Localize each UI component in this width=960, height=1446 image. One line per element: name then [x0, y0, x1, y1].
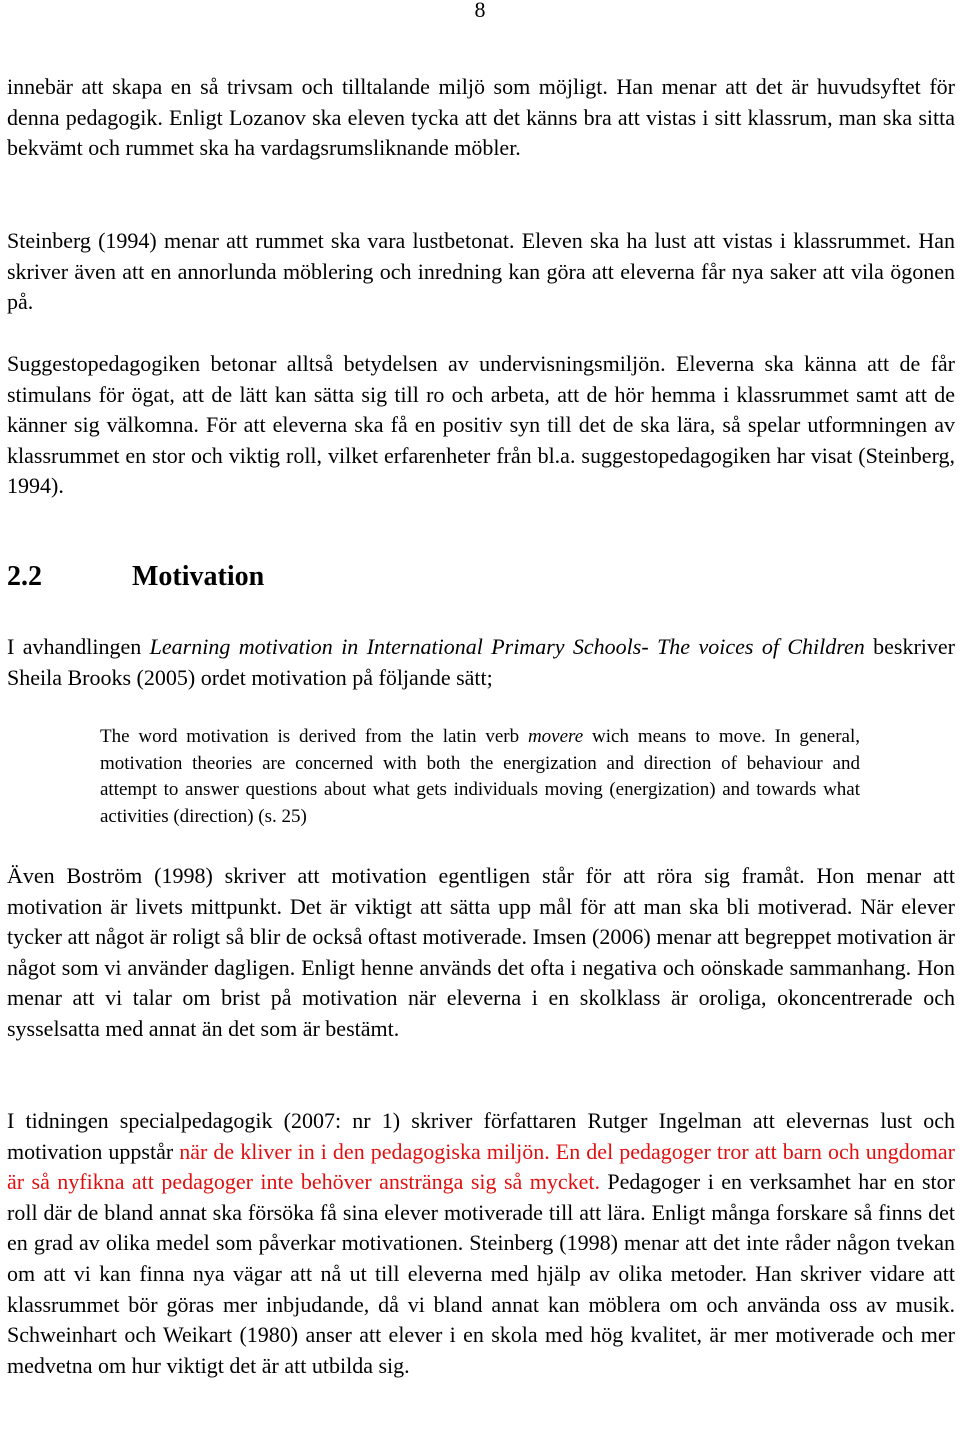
- paragraph-lozanov: innebär att skapa en så trivsam och tilltalande miljö som möjligt. Han menar att det är huvudsyftet för denna pedagogik. Enligt Lozanov ska eleven tycka att det känns bra att vistas i sitt klassrum, man ska sitta bekvämt och rummet ska ha vardagsrumsliknande möbler.: [7, 74, 955, 161]
- section-number: 2.2: [7, 561, 42, 592]
- paragraph-bostrom-imsen: Även Boström (1998) skriver att motivation egentligen står för att röra sig framåt. Hon menar att motivation är livets mittpunkt. Det är viktigt att sätta upp mål för att man ska bli motiverad. När elever tycker att något är roligt så blir de också oftast motiverade. Imsen (2006) menar att begreppet motivation är något som vi använder dagligen. Enligt henne används det ofta i negativa och oönskade sammanhang. Hon menar att vi talar om brist på motivation när eleverna i en skolklass är oroliga, okoncentrerade och sysselsatta med annat än det som är bestämt.: [7, 863, 955, 1041]
- quote-part2: wich means to move. In general, motivation theories are concerned with both the energization and direction of behaviour and attempt to answer questions about what gets individuals moving (energization) and towards what activities (direction) (s. 25): [100, 726, 861, 827]
- page-number: 8: [474, 0, 486, 22]
- section-heading: [7, 557, 264, 597]
- quote-part1: The word motivation is derived from the latin verb: [100, 726, 528, 747]
- paragraph-suggestopedagogik: Suggestopedagogiken betonar alltså betydelsen av undervisningsmiljön. Eleverna ska känna att de får stimulans för ögat, att de lätt kan sätta sig till ro och arbeta, att de hör hemma i klassrummet samt att de känner sig välkomna. För att eleverna ska få en positiv syn till det de ska lära, så spelar utformningen av klassrummet en stor och viktig roll, vilket erfarenheter från bl.a. suggestopedagogiken har visat (Steinberg, 1994).: [7, 351, 955, 499]
- brooks-lead: I avhandlingen: [7, 634, 150, 659]
- highlighted-text: när de kliver in i den pedagogiska miljön. En del pedagoger tror att barn och ungdomar är så nyfikna att pedagoger inte behöver anstränga sig så mycket.: [7, 1138, 955, 1195]
- quote-italic-word: movere: [527, 726, 584, 747]
- thesis-title: Learning motivation in International Primary Schools- The voices of Children: [149, 634, 865, 659]
- brooks-rest: beskriver Sheila Brooks (2005) ordet motivation på följande sätt;: [7, 634, 955, 690]
- section-title: Motivation: [132, 561, 265, 592]
- ingelman-rest: Pedagoger i en verksamhet har en stor roll där de bland annat ska försöka få sina elever motiverade till att lära. Enligt många forskare så finns det en grad av olika medel som påverkar motivationen. Steinberg (1998) menar att det inte råder någon tvekan om att vi kan finna nya vägar att nå ut till eleverna med hjälp av olika metoder. Han skriver vidare att klassrummet bör göras mer inbjudande, då vi bland annat kan möblera om och använda oss av musik. Schweinhart och Weikart (1980) anser att elever i en skola med hög kvalitet, är mer motiverade och mer medvetna om hur viktigt det är att utbilda sig.: [7, 1169, 955, 1378]
- paragraph-steinberg-1994: Steinberg (1994) menar att rummet ska vara lustbetonat. Eleven ska ha lust att vistas i klassrummet. Han skriver även att en annorlunda möblering och inredning kan göra att eleverna får nya saker att vila ögonen på.: [7, 228, 955, 315]
- paragraph-brooks: [7, 632, 955, 693]
- paragraph-ingelman: [7, 1106, 955, 1381]
- block-quote: [100, 724, 860, 830]
- ingelman-lead: I tidningen specialpedagogik (2007: nr 1) skriver författaren Rutger Ingelman att elevernas lust och motivation uppstår: [7, 1108, 955, 1164]
